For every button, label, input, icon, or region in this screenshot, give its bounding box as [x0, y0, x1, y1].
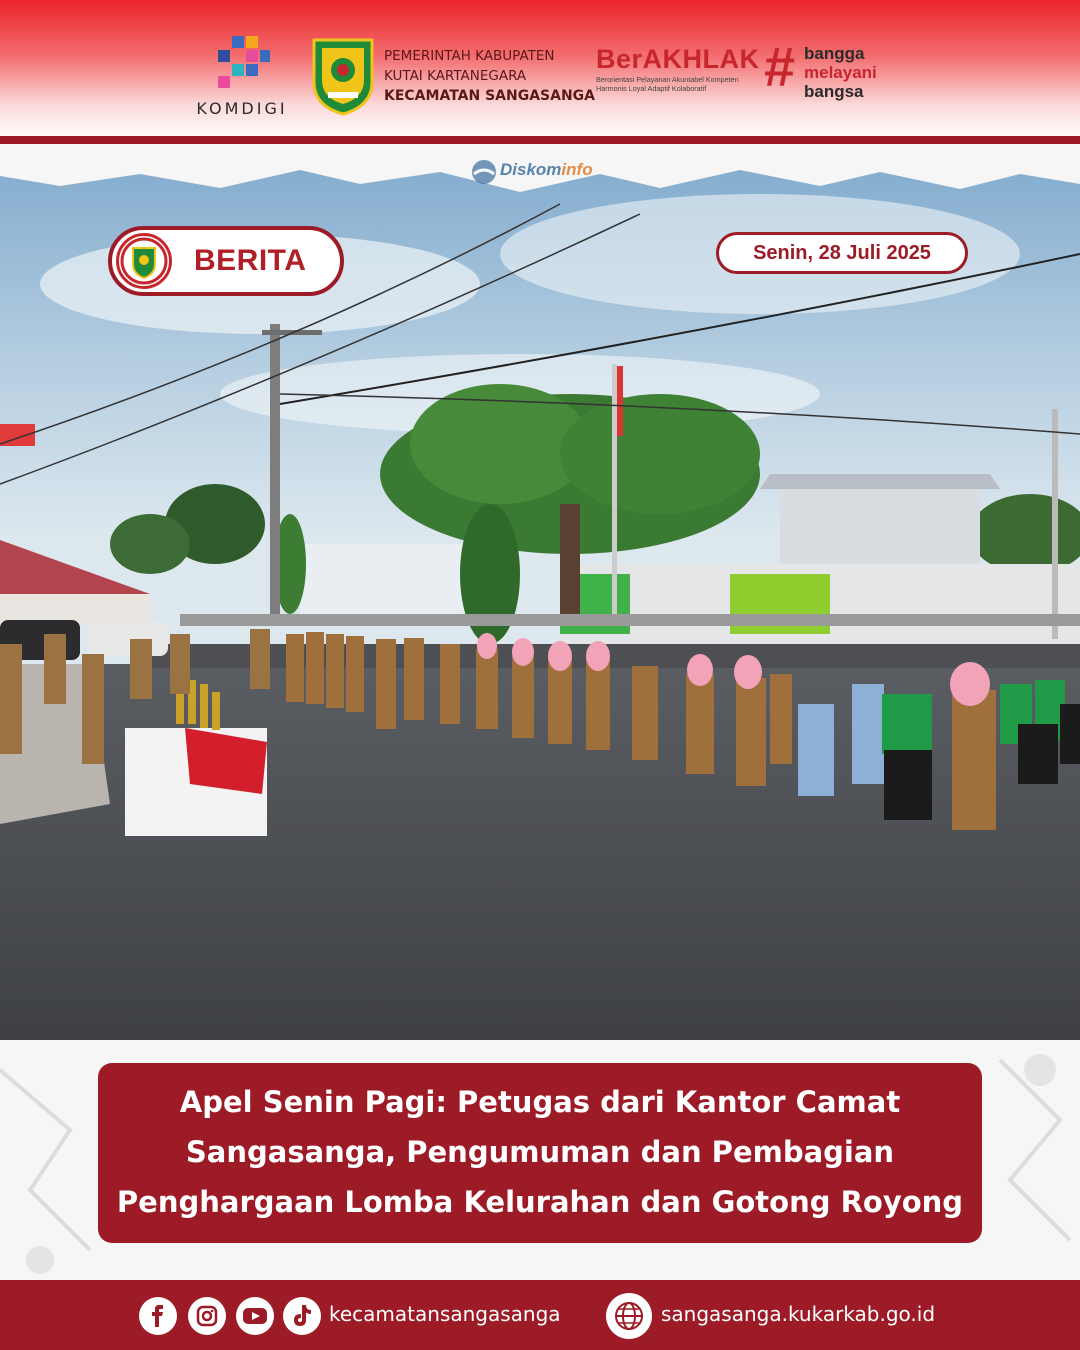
bangga-melayani-logo — [764, 35, 904, 102]
kutai-kartanegara-seal — [310, 36, 376, 116]
komdigi-label: KOMDIGI — [196, 99, 288, 118]
category-badge — [108, 226, 344, 296]
komdigi-mark-icon — [212, 34, 272, 90]
hashtag-icon: # — [764, 35, 796, 98]
berakhlak-sub-line2: Harmonis Loyal Adaptif Kolaboratif — [596, 84, 707, 93]
news-headline — [98, 1063, 982, 1243]
header-banner — [0, 0, 1080, 140]
headline-line1: Apel Senin Pagi: Petugas dari Kantor Camat — [179, 1085, 901, 1119]
header-divider — [0, 136, 1080, 144]
berakhlak-sub-line1: Berorientasi Pelayanan Akuntabel Kompeten — [596, 75, 739, 84]
diskominfo-logo-icon — [470, 158, 498, 186]
bangga-line3: bangsa — [804, 82, 864, 101]
watermark-main: Diskom — [500, 160, 562, 179]
youtube-icon[interactable] — [236, 1297, 274, 1335]
instagram-icon[interactable] — [188, 1297, 226, 1335]
government-text — [384, 46, 594, 106]
headline-line3: Penghargaan Lomba Kelurahan dan Gotong Royong — [116, 1185, 964, 1219]
berakhlak-word: BerAKHLAK — [596, 44, 760, 74]
headline-line2: Sangasanga, Pengumuman dan Pembagian — [185, 1135, 895, 1169]
social-handle: kecamatansangasanga — [329, 1302, 561, 1326]
facebook-icon[interactable] — [139, 1297, 177, 1335]
bangga-line1: bangga — [804, 44, 865, 63]
gov-line-regency: PEMERINTAH KABUPATEN — [384, 48, 555, 64]
diskominfo-watermark — [470, 156, 620, 190]
date-badge: Senin, 28 Juli 2025 — [716, 232, 968, 274]
website-link[interactable]: sangasanga.kukarkab.go.id — [661, 1302, 936, 1326]
bangga-line2: melayani — [804, 63, 877, 82]
berakhlak-logo — [596, 44, 766, 93]
category-label: BERITA — [194, 244, 307, 277]
tiktok-icon[interactable] — [283, 1297, 321, 1335]
sangasanga-seal-icon — [116, 233, 172, 289]
footer-bar — [0, 1280, 1080, 1350]
gov-line-district: KECAMATAN SANGASANGA — [384, 88, 596, 104]
globe-icon[interactable] — [606, 1293, 652, 1339]
komdigi-logo — [186, 34, 298, 118]
watermark-accent: info — [561, 160, 593, 179]
gov-line-kutai: KUTAI KARTANEGARA — [384, 68, 527, 84]
